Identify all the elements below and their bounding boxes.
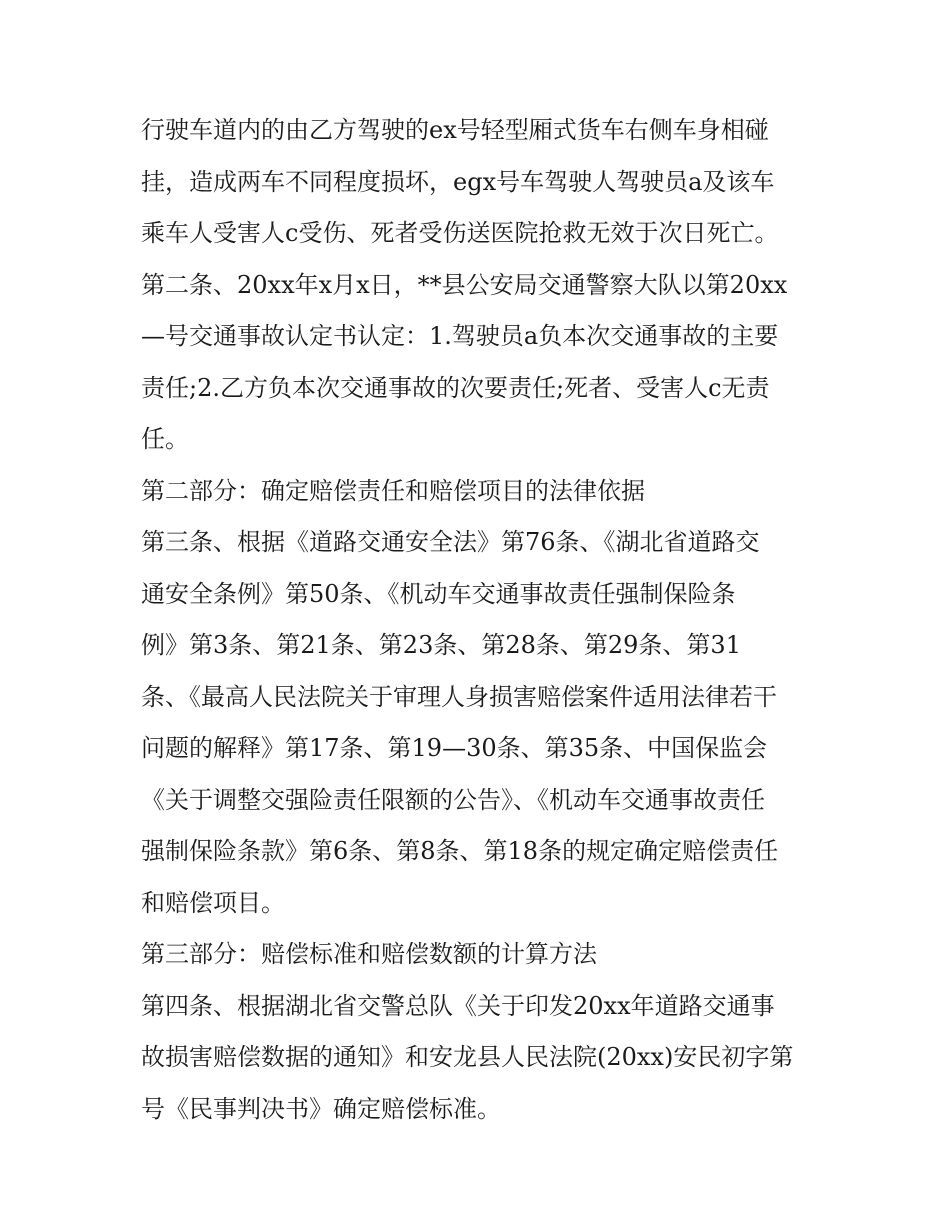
text-line: 强制保险条款》第6条、第8条、第18条的规定确定赔偿责任 <box>141 837 779 865</box>
text-line: —号交通事故认定书认定：1.驾驶员a负本次交通事故的主要 <box>141 322 779 350</box>
text-line: 挂，造成两车不同程度损坏，egx号车驾驶人驾驶员a及该车 <box>141 167 775 196</box>
text-line: 和赔偿项目。 <box>141 888 285 917</box>
text-line: 行驶车道内的由乙方驾驶的ex号轻型厢式货车右侧车身相碰 <box>141 116 769 144</box>
text-line: 《关于调整交强险责任限额的公告》、《机动车交通事故责任 <box>141 785 765 814</box>
text-line: 故损害赔偿数据的通知》和安龙县人民法院(20xx)安民初字第 <box>141 1043 794 1071</box>
text-line: 第三条、根据《道路交通安全法》第76条、《湖北省道路交 <box>141 528 760 556</box>
document-body <box>141 105 821 1135</box>
text-line: 问题的解释》第17条、第19—30条、第35条、中国保监会 <box>141 734 768 762</box>
text-line: 第二条、20xx年x月x日，**县公安局交通警察大队以第20xx <box>141 270 788 299</box>
text-line: 通安全条例》第50条、《机动车交通事故责任强制保险条 <box>141 579 736 608</box>
text-line: 责任;2.乙方负本次交通事故的次要责任;死者、受害人c无责 <box>141 373 770 402</box>
text-line: 号《民事判决书》确定赔偿标准。 <box>141 1094 501 1123</box>
text-line: 乘车人受害人c受伤、死者受伤送医院抢救无效于次日死亡。 <box>141 219 779 247</box>
text-line: 第四条、根据湖北省交警总队《关于印发20xx年道路交通事 <box>141 991 775 1020</box>
text-line: 例》第3条、第21条、第23条、第28条、第29条、第31 <box>141 631 741 659</box>
text-line: 条、《最高人民法院关于审理人身损害赔偿案件适用法律若干 <box>141 682 777 711</box>
section-heading: 第二部分：确定赔偿责任和赔偿项目的法律依据 <box>141 476 645 505</box>
section-heading: 第三部分：赔偿标准和赔偿数额的计算方法 <box>141 940 597 968</box>
text-line: 任。 <box>141 425 189 453</box>
